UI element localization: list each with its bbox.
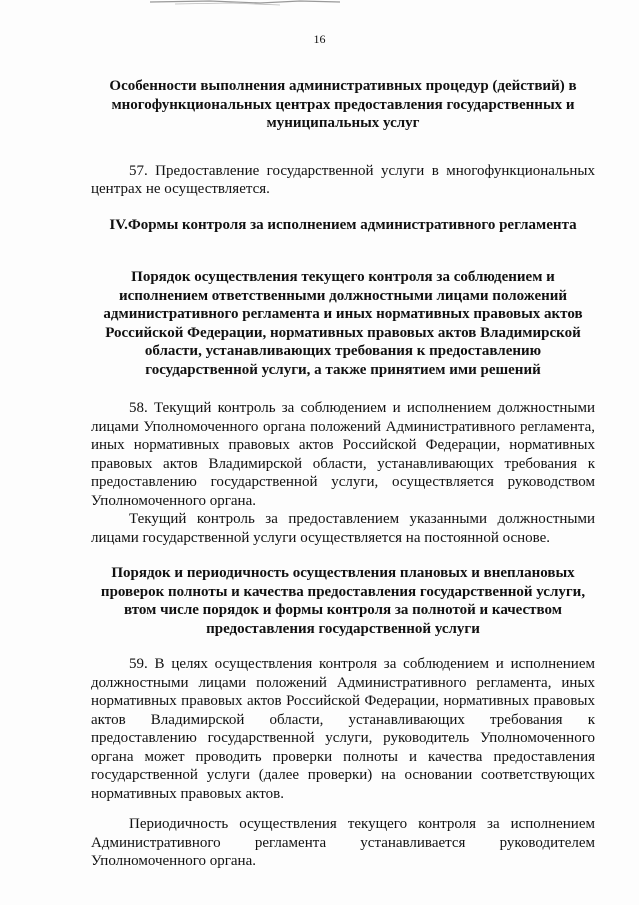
heading-mfc: Особенности выполнения административных процедур (действий) в многофункциональных центрах предоставления государственных и муниципальных услуг <box>109 78 577 131</box>
page-number: 16 <box>313 32 326 46</box>
paragraph-58-continued: Текущий контроль за предоставлением указанными должностными лицами государственной услуги осуществляется на постоянной основе. <box>91 511 595 546</box>
paragraph-57: 57. Предоставление государственной услуги в многофункциональных центрах не осуществляется. <box>91 162 595 197</box>
paragraph-58: 58. Текущий контроль за соблюдением и исполнением должностными лицами Уполномоченного органа положений Административного регламента, иных нормативных правовых актов Российской Федерации, нормативных правовых актов Владимирской области, устанавливающих требования к предоставлению государственной услуги, осуществляется руководством Уполномоченного органа. <box>91 400 595 509</box>
heading-current-control: Порядок осуществления текущего контроля за соблюдением и исполнением ответственными должностными лицами положений административного регламента и иных нормативных правовых актов Российской Федерации, нормативных правовых актов Владимирской области, устанавливающих требования к предоставлению государственной услуги, а также принятием ими решений <box>103 269 583 378</box>
scan-edge-artifact <box>0 0 639 10</box>
heading-planned-checks: Порядок и периодичность осуществления плановых и внеплановых проверок полноты и качества предоставления государственной услуги, втом числе порядок и формы контроля за полнотой и качеством предоставления государственной услуги <box>100 565 586 637</box>
paragraph-59-continued: Периодичность осуществления текущего контроля за исполнением Административного регламента устанавливается руководителем Уполномоченного органа. <box>91 816 595 869</box>
paragraph-59: 59. В целях осуществления контроля за соблюдением и исполнением должностными лицами положений Административного регламента, иных нормативных правовых актов Российской Федерации, нормативных правовых актов Владимирской области, устанавливающих требования к предоставлению государственной услуги, руководитель Уполномоченного органа может проводить проверки полноты и качества предоставления государственной услуги (далее проверки) на основании соответствующих нормативных правовых актов. <box>91 656 595 802</box>
section-iv-title: IV.Формы контроля за исполнением административного регламента <box>109 216 577 233</box>
document-body <box>91 77 595 871</box>
